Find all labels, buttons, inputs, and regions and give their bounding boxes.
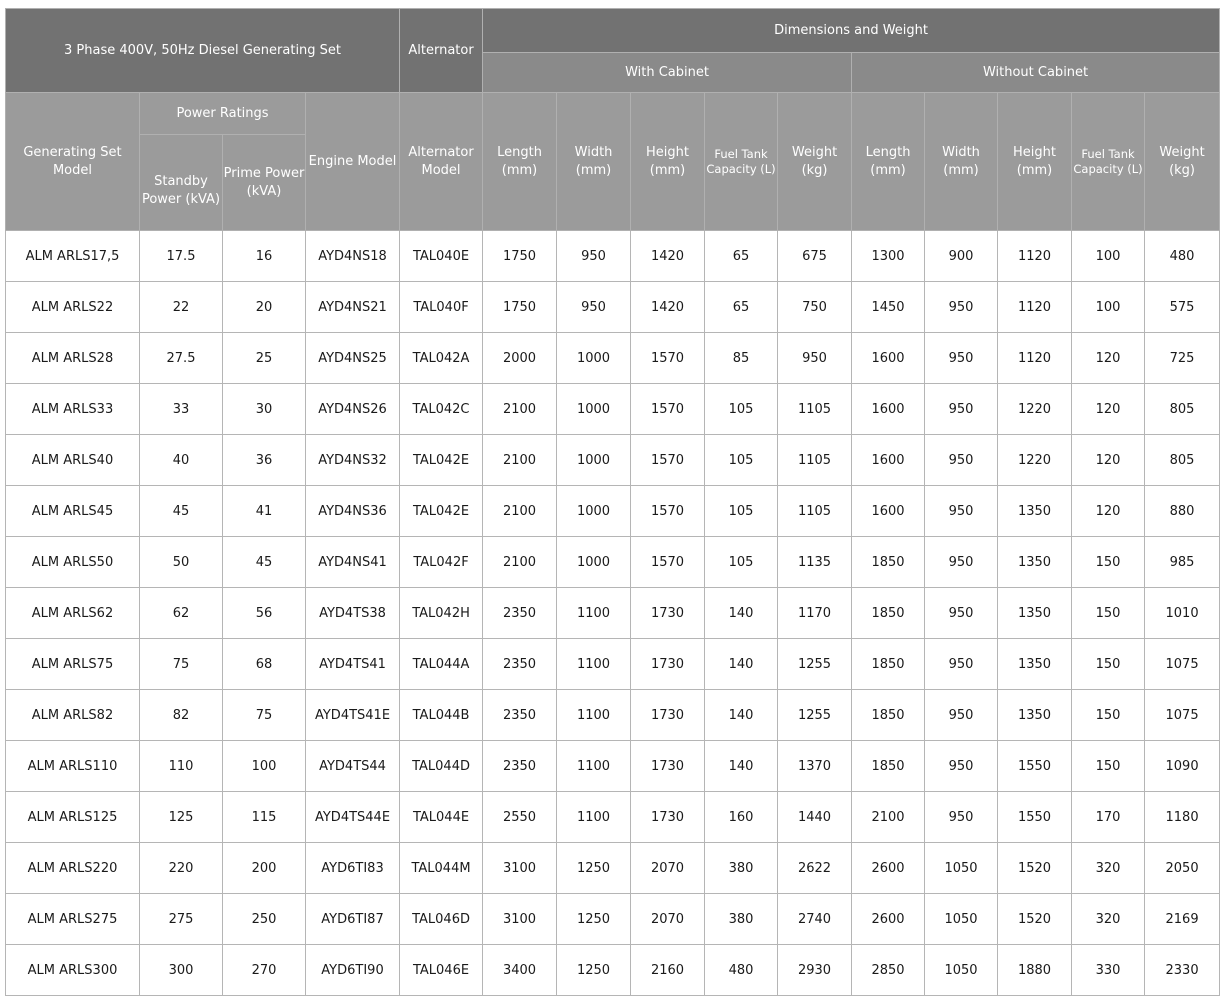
- table-row: [6, 384, 1220, 435]
- with-width-cell: 1000: [557, 384, 631, 435]
- without-length-cell: 1600: [852, 333, 925, 384]
- engine-model-cell: AYD4NS32: [306, 435, 400, 486]
- prime-power-cell: 68: [223, 639, 306, 690]
- standby-power-cell: 82: [140, 690, 223, 741]
- with-width-cell: 1000: [557, 537, 631, 588]
- without-fuel-tank-cell: 100: [1072, 282, 1145, 333]
- with-cabinet-header: With Cabinet: [483, 53, 852, 93]
- with-length-cell: 2100: [483, 486, 557, 537]
- without-length-cell: 1850: [852, 588, 925, 639]
- without-weight-cell: 725: [1145, 333, 1220, 384]
- without-fuel-tank-cell: 150: [1072, 639, 1145, 690]
- with-fuel-tank-cell: 380: [705, 843, 778, 894]
- without-length-cell: 1850: [852, 741, 925, 792]
- with-length-cell: 2350: [483, 639, 557, 690]
- without-weight-cell: 805: [1145, 435, 1220, 486]
- without-height-cell: 1550: [998, 792, 1072, 843]
- prime-power-cell: 45: [223, 537, 306, 588]
- without-fuel-tank-cell: 170: [1072, 792, 1145, 843]
- with-width-cell: 1000: [557, 435, 631, 486]
- without-height-cell: 1520: [998, 843, 1072, 894]
- without-fuel-tank-cell: 150: [1072, 741, 1145, 792]
- standby-power-cell: 17.5: [140, 231, 223, 282]
- without-length-cell: 2850: [852, 945, 925, 996]
- with-weight-cell: 1105: [778, 435, 852, 486]
- table-row: [6, 843, 1220, 894]
- with-fuel-tank-cell: 140: [705, 741, 778, 792]
- with-length-cell: 2100: [483, 435, 557, 486]
- table-row: [6, 537, 1220, 588]
- standby-power-cell: 220: [140, 843, 223, 894]
- with-length-cell: 2000: [483, 333, 557, 384]
- with-length-cell: 2100: [483, 384, 557, 435]
- standby-power-cell: 45: [140, 486, 223, 537]
- with-fuel-tank-cell: 140: [705, 639, 778, 690]
- engine-model-cell: AYD4NS21: [306, 282, 400, 333]
- without-weight-cell: 1075: [1145, 690, 1220, 741]
- with-weight-cell: 2622: [778, 843, 852, 894]
- with-length-cell: 2350: [483, 588, 557, 639]
- with-weight-cell: 2930: [778, 945, 852, 996]
- with-height-cell: 1730: [631, 639, 705, 690]
- model-cell: ALM ARLS110: [6, 741, 140, 792]
- without-height-cell: 1120: [998, 231, 1072, 282]
- table-body: [6, 231, 1220, 996]
- without-fuel-tank-cell: 120: [1072, 486, 1145, 537]
- with-fuel-tank-cell: 105: [705, 537, 778, 588]
- with-width-cell: 950: [557, 282, 631, 333]
- without-height-cell: 1350: [998, 588, 1072, 639]
- standby-power-cell: 22: [140, 282, 223, 333]
- spec-table-container: [5, 8, 1219, 996]
- without-length-cell: 1600: [852, 435, 925, 486]
- without-length-cell: 1850: [852, 690, 925, 741]
- standby-power-header: Standby Power (kVA): [140, 135, 223, 231]
- without-length-cell: 1300: [852, 231, 925, 282]
- alternator-model-cell: TAL044D: [400, 741, 483, 792]
- with-width-cell: 1250: [557, 945, 631, 996]
- without-width-cell: 950: [925, 486, 998, 537]
- without-weight-header: Weight (kg): [1145, 93, 1220, 231]
- with-weight-cell: 1255: [778, 690, 852, 741]
- with-width-cell: 1250: [557, 843, 631, 894]
- with-weight-cell: 1105: [778, 384, 852, 435]
- alternator-model-cell: TAL044M: [400, 843, 483, 894]
- with-fuel-tank-cell: 480: [705, 945, 778, 996]
- with-weight-cell: 1135: [778, 537, 852, 588]
- with-height-cell: 2070: [631, 894, 705, 945]
- with-fuel-tank-cell: 65: [705, 231, 778, 282]
- without-weight-cell: 2169: [1145, 894, 1220, 945]
- with-height-cell: 1420: [631, 231, 705, 282]
- alternator-model-cell: TAL042F: [400, 537, 483, 588]
- without-width-cell: 950: [925, 282, 998, 333]
- alternator-model-cell: TAL040F: [400, 282, 483, 333]
- with-fuel-tank-cell: 105: [705, 435, 778, 486]
- with-width-cell: 1000: [557, 333, 631, 384]
- with-height-cell: 1730: [631, 792, 705, 843]
- alternator-model-cell: TAL042E: [400, 486, 483, 537]
- with-height-cell: 1730: [631, 690, 705, 741]
- engine-model-cell: AYD6TI90: [306, 945, 400, 996]
- alternator-model-cell: TAL046D: [400, 894, 483, 945]
- without-length-cell: 2100: [852, 792, 925, 843]
- with-fuel-tank-cell: 85: [705, 333, 778, 384]
- engine-model-cell: AYD6TI83: [306, 843, 400, 894]
- without-fuel-tank-cell: 330: [1072, 945, 1145, 996]
- alternator-model-cell: TAL044B: [400, 690, 483, 741]
- with-width-cell: 1250: [557, 894, 631, 945]
- without-height-header: Height (mm): [998, 93, 1072, 231]
- with-weight-cell: 1170: [778, 588, 852, 639]
- with-height-cell: 1570: [631, 435, 705, 486]
- without-weight-cell: 805: [1145, 384, 1220, 435]
- model-cell: ALM ARLS22: [6, 282, 140, 333]
- with-height-cell: 1570: [631, 537, 705, 588]
- without-weight-cell: 1090: [1145, 741, 1220, 792]
- standby-power-cell: 275: [140, 894, 223, 945]
- alternator-model-cell: TAL040E: [400, 231, 483, 282]
- without-width-cell: 1050: [925, 945, 998, 996]
- table-row: [6, 333, 1220, 384]
- without-width-cell: 950: [925, 690, 998, 741]
- without-cabinet-header: Without Cabinet: [852, 53, 1220, 93]
- prime-power-cell: 250: [223, 894, 306, 945]
- prime-power-cell: 115: [223, 792, 306, 843]
- standby-power-cell: 33: [140, 384, 223, 435]
- prime-power-cell: 25: [223, 333, 306, 384]
- with-height-cell: 1570: [631, 384, 705, 435]
- without-width-cell: 950: [925, 537, 998, 588]
- with-length-header: Length (mm): [483, 93, 557, 231]
- with-height-cell: 1420: [631, 282, 705, 333]
- with-fuel-tank-cell: 105: [705, 384, 778, 435]
- engine-model-cell: AYD4NS25: [306, 333, 400, 384]
- table-row: [6, 435, 1220, 486]
- without-width-header: Width (mm): [925, 93, 998, 231]
- with-weight-cell: 1370: [778, 741, 852, 792]
- standby-power-cell: 125: [140, 792, 223, 843]
- without-width-cell: 1050: [925, 894, 998, 945]
- without-height-cell: 1520: [998, 894, 1072, 945]
- table-row: [6, 792, 1220, 843]
- without-width-cell: 950: [925, 792, 998, 843]
- engine-model-cell: AYD4NS18: [306, 231, 400, 282]
- model-cell: ALM ARLS28: [6, 333, 140, 384]
- with-width-cell: 1100: [557, 741, 631, 792]
- prime-power-cell: 100: [223, 741, 306, 792]
- without-weight-cell: 575: [1145, 282, 1220, 333]
- without-length-cell: 1600: [852, 486, 925, 537]
- model-cell: ALM ARLS300: [6, 945, 140, 996]
- with-weight-cell: 1105: [778, 486, 852, 537]
- with-width-cell: 1100: [557, 792, 631, 843]
- with-length-cell: 3100: [483, 894, 557, 945]
- with-height-cell: 1730: [631, 741, 705, 792]
- without-weight-cell: 2330: [1145, 945, 1220, 996]
- model-cell: ALM ARLS17,5: [6, 231, 140, 282]
- with-fuel-tank-cell: 160: [705, 792, 778, 843]
- engine-model-cell: AYD4TS38: [306, 588, 400, 639]
- model-cell: ALM ARLS33: [6, 384, 140, 435]
- dimensions-weight-header: Dimensions and Weight: [483, 9, 1220, 53]
- model-cell: ALM ARLS40: [6, 435, 140, 486]
- without-fuel-tank-cell: 120: [1072, 384, 1145, 435]
- without-width-cell: 950: [925, 384, 998, 435]
- without-fuel-tank-cell: 120: [1072, 435, 1145, 486]
- with-length-cell: 1750: [483, 282, 557, 333]
- with-length-cell: 3100: [483, 843, 557, 894]
- model-cell: ALM ARLS45: [6, 486, 140, 537]
- with-length-cell: 3400: [483, 945, 557, 996]
- standby-power-cell: 75: [140, 639, 223, 690]
- without-height-cell: 1220: [998, 384, 1072, 435]
- without-height-cell: 1550: [998, 741, 1072, 792]
- with-weight-cell: 675: [778, 231, 852, 282]
- set-title-header: 3 Phase 400V, 50Hz Diesel Generating Set: [6, 9, 400, 93]
- model-cell: ALM ARLS50: [6, 537, 140, 588]
- standby-power-cell: 40: [140, 435, 223, 486]
- without-height-cell: 1350: [998, 639, 1072, 690]
- with-width-cell: 1000: [557, 486, 631, 537]
- alternator-model-cell: TAL042E: [400, 435, 483, 486]
- without-length-cell: 1850: [852, 639, 925, 690]
- prime-power-cell: 270: [223, 945, 306, 996]
- with-weight-cell: 2740: [778, 894, 852, 945]
- with-fuel-tank-cell: 105: [705, 486, 778, 537]
- with-fuel-tank-cell: 65: [705, 282, 778, 333]
- with-fuel-tank-cell: 380: [705, 894, 778, 945]
- without-weight-cell: 480: [1145, 231, 1220, 282]
- table-row: [6, 282, 1220, 333]
- standby-power-cell: 110: [140, 741, 223, 792]
- without-height-cell: 1350: [998, 486, 1072, 537]
- without-fuel-tank-header: Fuel Tank Capacity (L): [1072, 93, 1145, 231]
- table-row: [6, 588, 1220, 639]
- alternator-model-header: Alternator Model: [400, 93, 483, 231]
- without-length-cell: 2600: [852, 894, 925, 945]
- alternator-header: Alternator: [400, 9, 483, 93]
- with-fuel-tank-cell: 140: [705, 690, 778, 741]
- without-length-cell: 2600: [852, 843, 925, 894]
- table-row: [6, 690, 1220, 741]
- with-fuel-tank-cell: 140: [705, 588, 778, 639]
- standby-power-cell: 50: [140, 537, 223, 588]
- model-cell: ALM ARLS75: [6, 639, 140, 690]
- without-width-cell: 900: [925, 231, 998, 282]
- with-height-cell: 2070: [631, 843, 705, 894]
- engine-model-cell: AYD4TS41E: [306, 690, 400, 741]
- without-width-cell: 950: [925, 639, 998, 690]
- without-weight-cell: 1075: [1145, 639, 1220, 690]
- without-fuel-tank-cell: 100: [1072, 231, 1145, 282]
- power-ratings-header: Power Ratings: [140, 93, 306, 135]
- with-weight-cell: 750: [778, 282, 852, 333]
- with-length-cell: 2350: [483, 690, 557, 741]
- table-header: [6, 9, 1220, 231]
- with-weight-cell: 950: [778, 333, 852, 384]
- with-width-header: Width (mm): [557, 93, 631, 231]
- engine-model-cell: AYD4NS36: [306, 486, 400, 537]
- prime-power-cell: 75: [223, 690, 306, 741]
- engine-model-cell: AYD4TS44: [306, 741, 400, 792]
- prime-power-cell: 41: [223, 486, 306, 537]
- prime-power-header: Prime Power (kVA): [223, 135, 306, 231]
- model-cell: ALM ARLS62: [6, 588, 140, 639]
- table-row: [6, 639, 1220, 690]
- table-row: [6, 894, 1220, 945]
- with-width-cell: 1100: [557, 690, 631, 741]
- without-width-cell: 950: [925, 588, 998, 639]
- without-fuel-tank-cell: 150: [1072, 588, 1145, 639]
- standby-power-cell: 62: [140, 588, 223, 639]
- with-length-cell: 1750: [483, 231, 557, 282]
- without-width-cell: 1050: [925, 843, 998, 894]
- alternator-model-cell: TAL042C: [400, 384, 483, 435]
- with-height-cell: 1570: [631, 333, 705, 384]
- prime-power-cell: 200: [223, 843, 306, 894]
- model-cell: ALM ARLS275: [6, 894, 140, 945]
- with-width-cell: 950: [557, 231, 631, 282]
- model-cell: ALM ARLS220: [6, 843, 140, 894]
- with-weight-cell: 1440: [778, 792, 852, 843]
- without-height-cell: 1120: [998, 282, 1072, 333]
- with-length-cell: 2550: [483, 792, 557, 843]
- with-height-cell: 2160: [631, 945, 705, 996]
- prime-power-cell: 20: [223, 282, 306, 333]
- with-width-cell: 1100: [557, 588, 631, 639]
- without-length-cell: 1450: [852, 282, 925, 333]
- alternator-model-cell: TAL042H: [400, 588, 483, 639]
- table-row: [6, 741, 1220, 792]
- alternator-model-cell: TAL046E: [400, 945, 483, 996]
- model-cell: ALM ARLS125: [6, 792, 140, 843]
- without-fuel-tank-cell: 320: [1072, 894, 1145, 945]
- without-fuel-tank-cell: 120: [1072, 333, 1145, 384]
- without-width-cell: 950: [925, 333, 998, 384]
- alternator-model-cell: TAL044A: [400, 639, 483, 690]
- alternator-model-cell: TAL044E: [400, 792, 483, 843]
- table-row: [6, 486, 1220, 537]
- without-width-cell: 950: [925, 741, 998, 792]
- without-weight-cell: 1010: [1145, 588, 1220, 639]
- engine-model-header: Engine Model: [306, 93, 400, 231]
- without-height-cell: 1350: [998, 537, 1072, 588]
- with-weight-header: Weight (kg): [778, 93, 852, 231]
- with-fuel-tank-header: Fuel Tank Capacity (L): [705, 93, 778, 231]
- engine-model-cell: AYD4TS41: [306, 639, 400, 690]
- prime-power-cell: 36: [223, 435, 306, 486]
- with-width-cell: 1100: [557, 639, 631, 690]
- without-weight-cell: 985: [1145, 537, 1220, 588]
- without-fuel-tank-cell: 150: [1072, 690, 1145, 741]
- without-width-cell: 950: [925, 435, 998, 486]
- engine-model-cell: AYD4TS44E: [306, 792, 400, 843]
- standby-power-cell: 300: [140, 945, 223, 996]
- prime-power-cell: 56: [223, 588, 306, 639]
- without-fuel-tank-cell: 150: [1072, 537, 1145, 588]
- without-weight-cell: 1180: [1145, 792, 1220, 843]
- without-length-header: Length (mm): [852, 93, 925, 231]
- without-length-cell: 1850: [852, 537, 925, 588]
- without-weight-cell: 880: [1145, 486, 1220, 537]
- prime-power-cell: 16: [223, 231, 306, 282]
- without-height-cell: 1120: [998, 333, 1072, 384]
- table-row: [6, 945, 1220, 996]
- engine-model-cell: AYD4NS41: [306, 537, 400, 588]
- standby-power-cell: 27.5: [140, 333, 223, 384]
- without-weight-cell: 2050: [1145, 843, 1220, 894]
- with-height-cell: 1570: [631, 486, 705, 537]
- without-height-cell: 1880: [998, 945, 1072, 996]
- with-weight-cell: 1255: [778, 639, 852, 690]
- without-length-cell: 1600: [852, 384, 925, 435]
- engine-model-cell: AYD4NS26: [306, 384, 400, 435]
- without-height-cell: 1350: [998, 690, 1072, 741]
- with-height-header: Height (mm): [631, 93, 705, 231]
- without-fuel-tank-cell: 320: [1072, 843, 1145, 894]
- model-cell: ALM ARLS82: [6, 690, 140, 741]
- without-height-cell: 1220: [998, 435, 1072, 486]
- alternator-model-cell: TAL042A: [400, 333, 483, 384]
- prime-power-cell: 30: [223, 384, 306, 435]
- with-length-cell: 2350: [483, 741, 557, 792]
- model-header: Generating Set Model: [6, 93, 140, 231]
- with-height-cell: 1730: [631, 588, 705, 639]
- table-row: [6, 231, 1220, 282]
- generator-spec-table: [5, 8, 1220, 996]
- with-length-cell: 2100: [483, 537, 557, 588]
- engine-model-cell: AYD6TI87: [306, 894, 400, 945]
